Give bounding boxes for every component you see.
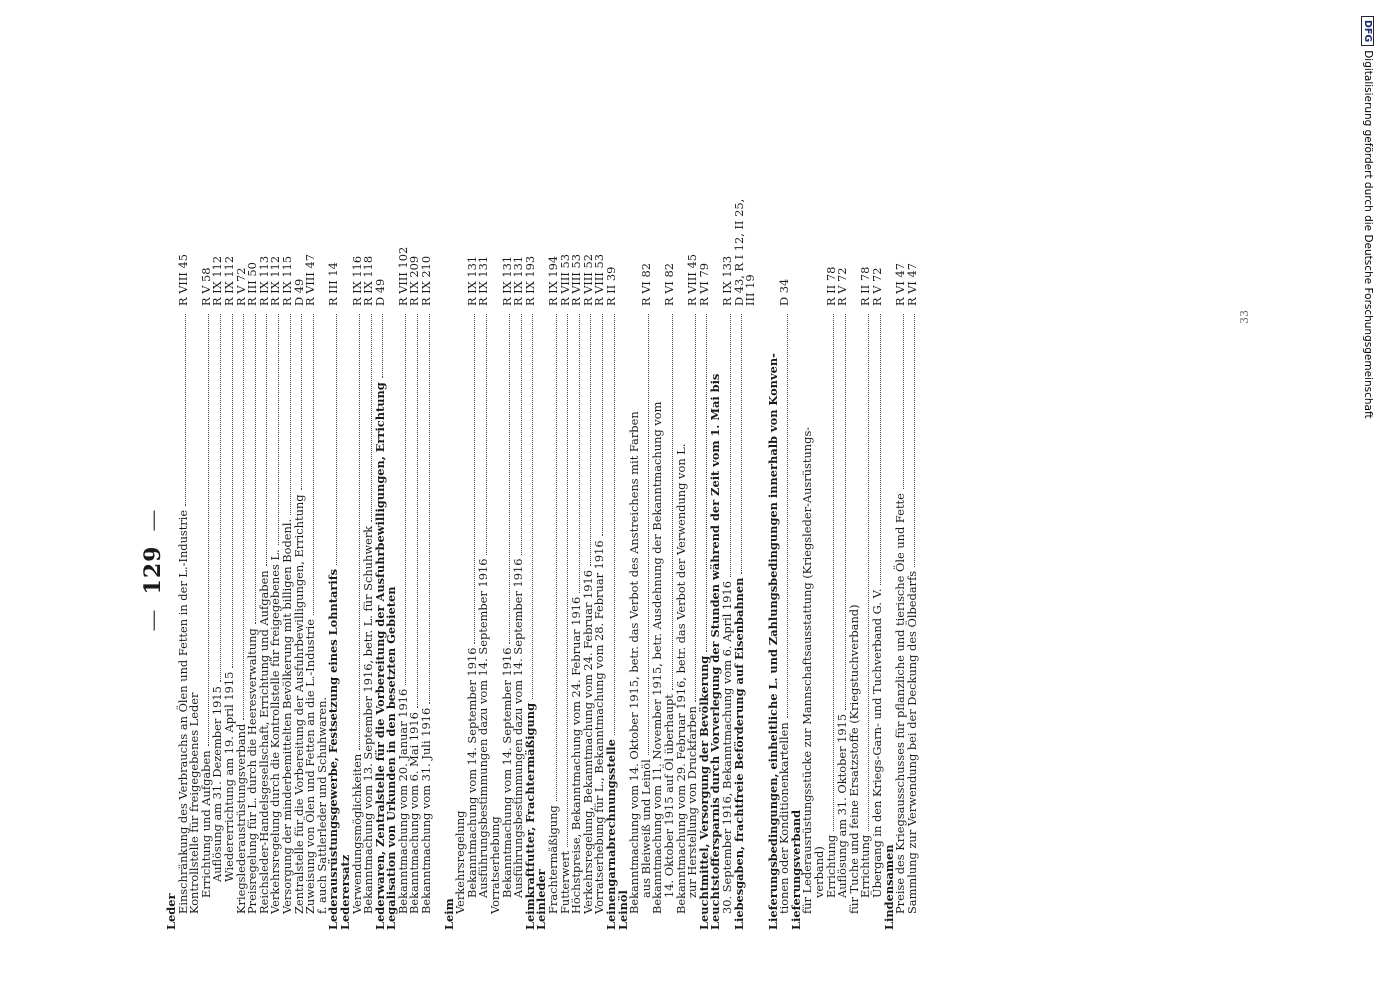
entry-text: Frachtermäßigung	[546, 805, 560, 914]
entry-reference: D 43, R I 12, II 25,	[731, 198, 746, 306]
entry-text: Preisregelung für L. durch die Heeresverwaltung	[245, 628, 260, 914]
entry-text: Futterwert	[557, 850, 572, 914]
entry-reference: R II 78	[858, 266, 873, 306]
leader-dots	[185, 314, 186, 506]
entry-reference: R VIII 53	[557, 253, 572, 306]
entry-reference: R IX 131	[511, 255, 526, 306]
entry-text: Leuchtmittel, Versorgung der Bevölkerung	[696, 655, 711, 930]
entry-reference: R VIII 47	[303, 253, 318, 306]
index-entries	[164, 198, 919, 930]
entry-reference: R VIII 45	[685, 253, 700, 306]
entry-text: Legalisation von Urkunden in den besetzten Gebieten	[384, 586, 399, 930]
entry-text: Zuweisung von Ölen und Fetten an die L.-Industrie	[303, 619, 318, 914]
leader-dots	[648, 314, 649, 755]
entry-text: Verkehrsregelung, Bekanntmachung vom 24. Februar 1916	[580, 569, 595, 914]
entry-text: 14. Oktober 1915 auf Öl überhaupt	[661, 694, 676, 898]
entry-text: für Tuche und feine Ersatzstoffe (Kriegstuchverband)	[846, 604, 861, 914]
entry-reference: R IX 209	[407, 255, 422, 306]
leader-dots	[266, 314, 267, 566]
entry-text: Preise des Kriegsausschusses für pflanzliche und tierische Öle und Fette	[893, 493, 908, 914]
leader-dots	[371, 314, 372, 522]
entry-text: Sammlung zur Verwendung bei der Deckung des Ölbedarfs	[904, 570, 919, 914]
entry-text: Leimkraftfutter, Frachtermäßigung	[522, 702, 537, 930]
entry-reference: R IX 193	[522, 255, 537, 306]
entry-reference: R IX 116	[349, 255, 364, 306]
rotated-index-page	[140, 198, 1260, 930]
entry-text: Kontrollstelle für freigegebenes Leder	[187, 692, 202, 914]
entry-reference: D 34	[777, 278, 792, 306]
leader-dots	[474, 314, 475, 644]
entry-reference: R V 72	[835, 267, 850, 306]
entry-reference: D 49	[291, 278, 306, 306]
entry-text: Kriegslederaustrüstungsverband	[233, 723, 248, 914]
entry-text: Leder	[164, 893, 178, 930]
leader-dots	[232, 314, 233, 668]
entry-text: Verwendungsmöglichkeiten	[349, 753, 364, 914]
entry-reference: R V 72	[870, 267, 885, 306]
entry-text: Leinleder	[534, 869, 549, 930]
entry-text: Leuchtstoffersparnis durch Vorverlegung der Stunden während der Zeit vom 1. Mai bis	[708, 373, 723, 930]
entry-reference: R VIII 53	[592, 253, 607, 306]
entry-text: Bekanntmachung vom 14. Oktober 1915, betr. das Verbot des Anstreichens mit Farben	[627, 411, 642, 914]
index-entry	[802, 210, 814, 930]
entry-text: für Lederausrüstungsstücke zur Mannschaftsausstattung (Kriegsleder-Ausrüstungs-	[800, 426, 815, 914]
leader-dots	[868, 314, 869, 831]
entry-reference: R IX 112	[210, 255, 225, 306]
leader-dots	[833, 314, 834, 831]
leader-dots	[220, 314, 221, 682]
credit-text: Digitalisierung gefördert durch die Deutsche Forschungsgemeinschaft	[1362, 50, 1374, 419]
leader-dots	[741, 314, 742, 574]
entry-reference: R IX 115	[279, 255, 294, 306]
entry-reference: R VIII 102	[395, 246, 410, 306]
leader-dots	[614, 314, 615, 735]
credit-line	[1361, 16, 1374, 419]
entry-reference: R V 72	[233, 267, 248, 306]
leader-dots	[532, 314, 533, 699]
index-entry	[603, 210, 618, 930]
leader-dots	[255, 314, 256, 624]
entry-text: Einschränkung des Verbrauchs an Ölen und Fetten in der L.-Industrie	[175, 509, 190, 914]
entry-text: verband)	[812, 846, 827, 898]
entry-reference: R VIII 53	[569, 253, 584, 306]
leader-dots	[290, 314, 291, 515]
entry-text: Lieferungsverband	[788, 809, 803, 930]
entry-text: tionen oder Konditionenkartellen	[777, 722, 792, 914]
index-entry	[846, 210, 861, 930]
index-entry	[814, 210, 826, 930]
leader-dots	[602, 314, 603, 536]
entry-reference: R IX 113	[256, 255, 271, 306]
leader-dots	[590, 314, 591, 566]
entry-text: Ausführungsbestimmungen dazu vom 14. September 1916	[511, 558, 526, 898]
leader-dots	[672, 314, 673, 690]
index-entry	[328, 210, 340, 930]
leader-dots	[880, 314, 881, 585]
entry-text: Bekanntmachung vom 31. Juli 1916	[419, 707, 434, 914]
entry-reference: R IX 194	[546, 255, 560, 306]
entry-reference: R IX 131	[499, 255, 514, 306]
entry-reference: R VI 82	[661, 262, 676, 306]
entry-text: Leim	[441, 898, 456, 930]
leader-dots	[243, 314, 244, 720]
leader-dots	[382, 314, 383, 378]
dfg-logo: DFG	[1361, 16, 1374, 46]
entry-text: Lederwaren, Zentralstelle für die Vorbereitung der Ausfuhrbewilligungen, Errichtung	[372, 382, 387, 930]
entry-reference: R IX 131	[464, 255, 479, 306]
leader-dots	[521, 314, 522, 555]
entry-text: Auflösung am 31. Oktober 1915	[835, 713, 850, 898]
index-entry	[522, 210, 537, 930]
entry-text: 30. September 1916, Bekanntmachung vom 6. April 1916	[719, 580, 734, 914]
entry-reference: R VIII 45	[175, 253, 190, 306]
leader-dots	[486, 314, 487, 555]
page-number: —129—	[140, 508, 166, 632]
leader-dots	[903, 314, 904, 489]
leader-dots	[278, 314, 279, 545]
entry-text: Bekanntmachung vom 13. September 1916, betr. L. für Schuhwerk	[361, 525, 376, 914]
entry-reference: R VIII 52	[580, 253, 595, 306]
leader-dots	[417, 314, 418, 708]
leader-dots	[556, 314, 557, 801]
entry-text: Bekanntmachung vom 14. September 1916	[499, 647, 514, 898]
entry-reference: R V 58	[198, 267, 213, 306]
entry-text: Versorgung der minderbemittelten Bevölkerung mit billigen Bodenl.	[279, 518, 294, 914]
entry-text: Lindensamen	[881, 844, 896, 930]
entry-reference: R VI 47	[893, 262, 908, 306]
entry-text: Vorratserhebung	[488, 816, 503, 914]
leader-dots	[695, 314, 696, 702]
index-entry	[872, 210, 884, 930]
entry-text: Bekanntmachung vom 11. November 1915, betr. Ausdehnung der Bekanntmachung vom	[650, 401, 665, 914]
entry-reference: R II 39	[603, 266, 618, 306]
entry-reference: R III 14	[326, 262, 341, 306]
entry-text: Verkehrsregelung	[453, 810, 468, 914]
leader-dots	[301, 314, 302, 490]
index-entry	[421, 210, 433, 930]
leader-dots	[567, 314, 568, 847]
index-entry	[745, 210, 757, 930]
entry-text: aus Bleiweiß und Leinöl	[638, 759, 653, 898]
entry-reference: R IX 131	[476, 255, 491, 306]
footer-page-ref: 33	[1238, 310, 1251, 324]
entry-text: Bekanntmachung vom 20. Januar 1916	[395, 688, 410, 914]
entry-reference: R II 78	[823, 266, 838, 306]
entry-reference: R IX 133	[719, 255, 734, 306]
leader-dots	[914, 314, 915, 567]
entry-text: zur Herstellung von Druckfarben	[685, 706, 700, 898]
entry-text: Bekanntmachung vom 6. Mai 1916	[407, 712, 422, 914]
leader-dots	[706, 314, 707, 652]
entry-text: Bekanntmachung vom 14. September 1916	[464, 647, 479, 898]
entry-text: Zentralstelle für die Vorbereitung der Ausfuhrbewilligungen, Errichtung	[291, 494, 306, 914]
leader-dots	[336, 314, 337, 565]
entry-gap	[433, 210, 444, 930]
entry-text: Verkehrsregelung durch die Kontrollstelle für freigegebenes L.	[268, 549, 283, 914]
entry-reference: R IX 112	[268, 255, 283, 306]
entry-text: Leinengarnabrechnungsstelle	[603, 739, 618, 930]
entry-text: Errichtung	[823, 834, 838, 898]
entry-text: Errichtung und Aufgaben	[198, 750, 213, 898]
leader-dots	[730, 314, 731, 577]
leader-dots	[313, 314, 314, 615]
entry-text: Leinöl	[615, 890, 630, 930]
entry-text: Höchstpreise, Bekanntmachung vom 24. Februar 1916	[569, 596, 584, 914]
entry-text: Lieferungsbedingungen, einheitliche L. und Zahlungsbedingungen innerhalb von Konven-	[765, 353, 780, 930]
entry-text: Lederersatz	[337, 854, 352, 930]
entry-text: Ausführungsbestimmungen dazu vom 14. September 1916	[476, 558, 491, 898]
page-number-text: 129	[140, 545, 166, 595]
leader-dots	[579, 314, 580, 593]
entry-text: Auflösung am 31. Dezember 1915	[210, 686, 225, 882]
entry-text: Reichsleder-Handelsgesellschaft, Errichtung und Aufgaben	[256, 570, 271, 914]
index-entry	[548, 210, 560, 930]
entry-reference: R IX 210	[419, 255, 434, 306]
entry-text: Übergang in den Kriegs-Garn- und Tuchverband G. V.	[870, 588, 885, 898]
entry-text: Wiedererrichtung am 19. April 1915	[221, 671, 236, 882]
digitization-credit-bar	[1360, 10, 1384, 1000]
entry-reference: D 49	[372, 278, 387, 306]
entry-reference: R VI 79	[696, 262, 711, 306]
entry-text: Errichtung	[858, 834, 873, 898]
leader-dots	[359, 314, 360, 750]
index-entry	[731, 198, 746, 930]
entry-reference: III 19	[743, 274, 758, 306]
entry-reference: R III 50	[245, 262, 260, 306]
leader-dots	[509, 314, 510, 644]
entry-reference: R IX 118	[361, 255, 376, 306]
entry-reference: R IX 112	[221, 255, 236, 306]
entry-text: Bekanntmachung vom 29. Februar 1916, betr. das Verbot der Verwendung von L.	[673, 443, 688, 914]
leader-dots	[405, 314, 406, 685]
leader-dots	[208, 314, 209, 746]
leader-dots	[429, 314, 430, 704]
entry-text: Vorratserhebung für L., Bekanntmachung vom 28. Februar 1916	[592, 540, 607, 914]
entry-reference: R VI 47	[904, 262, 919, 306]
entry-text: f. auch Sattlerleder und Schuhwaren.	[314, 696, 329, 914]
entry-text: Liebesgaben, frachtfreie Beförderung auf Eisenbahnen	[731, 577, 746, 930]
entry-reference: R VI 82	[638, 262, 653, 306]
index-entry	[904, 210, 919, 930]
leader-dots	[845, 314, 846, 710]
entry-text: Lederausrüstungsgewerbe, Festsetzung eines Lohntarifs	[326, 568, 341, 930]
leader-dots	[787, 314, 788, 718]
